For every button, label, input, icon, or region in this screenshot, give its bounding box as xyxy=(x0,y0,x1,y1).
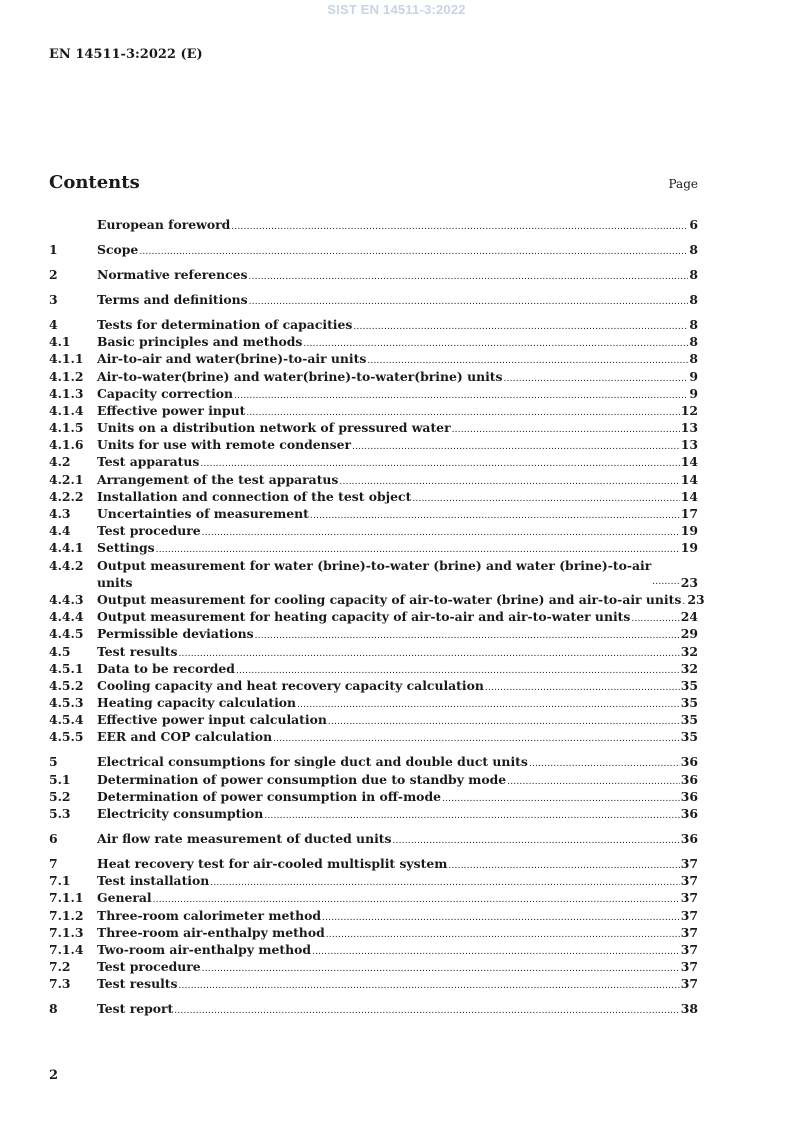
toc-entry-title-wrap xyxy=(97,872,209,889)
toc-leader-dots xyxy=(179,975,680,995)
toc-entry-page: 8 xyxy=(689,266,698,282)
toc-entry-number: 1 xyxy=(49,241,58,257)
toc-entry-number: 6 xyxy=(49,831,58,846)
toc-entry-title: Basic principles and methods xyxy=(97,334,303,350)
toc-entry[interactable] xyxy=(49,975,698,992)
toc-entry-title: Permissible deviations xyxy=(97,626,254,642)
toc-entry-title-wrap xyxy=(97,591,681,608)
toc-leader-dots xyxy=(139,241,688,261)
toc-entry-title-wrap xyxy=(97,436,351,453)
toc-entry-number: 4.5.1 xyxy=(49,660,84,676)
toc-entry[interactable] xyxy=(49,333,698,350)
toc-entry[interactable] xyxy=(49,453,698,470)
toc-entry-title: Uncertainties of measurement xyxy=(97,506,309,521)
toc-entry-page: 14 xyxy=(680,454,698,470)
toc-entry-title-wrap xyxy=(97,266,248,283)
toc-entry-title-wrap xyxy=(97,677,484,694)
toc-entry-title-wrap xyxy=(97,753,528,770)
toc-entry[interactable] xyxy=(49,266,698,283)
toc-entry-title-wrap xyxy=(97,368,503,385)
toc-entry-title: Normative references xyxy=(97,266,248,282)
toc-entry[interactable] xyxy=(49,368,698,385)
toc-entry-page: 35 xyxy=(680,695,698,711)
toc-entry-title-wrap xyxy=(97,855,447,872)
toc-leader-dots xyxy=(249,291,689,311)
toc-entry-title-wrap xyxy=(97,557,651,591)
toc-entry-page: 17 xyxy=(680,506,698,521)
toc-entry-number: 7.1.2 xyxy=(49,907,84,923)
toc-entry-title-wrap xyxy=(97,975,178,992)
toc-entry-page: 8 xyxy=(689,334,698,350)
toc-entry-title: Determination of power consumption due to standby mode xyxy=(97,771,507,787)
toc-entry[interactable] xyxy=(49,805,698,822)
toc-entry-title-wrap xyxy=(97,830,391,847)
toc-entry-number: 7.3 xyxy=(49,976,71,992)
toc-entry[interactable] xyxy=(49,907,698,924)
page-number: 2 xyxy=(49,1068,59,1083)
toc-entry-number: 4.5 xyxy=(49,643,71,659)
toc-entry-title: Air-to-air and water(brine)-to-air units xyxy=(97,351,367,367)
toc-entry-number: 7 xyxy=(49,855,58,871)
document-reference: EN 14511-3:2022 (E) xyxy=(49,47,203,62)
toc-entry-title: Determination of power consumption in off-mode xyxy=(97,788,441,804)
toc-entry-number: 4.5.3 xyxy=(49,695,84,711)
toc-entry-number: 4.4.2 xyxy=(49,557,84,573)
toc-entry-title: Air-to-water(brine) and water(brine)-to-water(brine) units xyxy=(97,368,503,384)
toc-entry-title-wrap xyxy=(97,788,441,805)
toc-entry[interactable] xyxy=(49,728,698,745)
toc-entry-title: Data to be recorded xyxy=(97,660,235,676)
toc-entry-page: 9 xyxy=(689,368,698,384)
toc-entry-number: 8 xyxy=(49,1001,58,1017)
toc-entry-page: 13 xyxy=(680,420,698,436)
toc-entry[interactable] xyxy=(49,941,698,958)
toc-entry-title: Effective power input calculation xyxy=(97,712,327,728)
toc-entry-title: Output measurement for cooling capacity of air-to-water (brine) and air-to-air units xyxy=(97,591,682,607)
toc-entry[interactable] xyxy=(49,436,698,453)
toc-entry[interactable] xyxy=(49,788,698,805)
toc-entry-title: Heat recovery test for air-cooled multisplit system xyxy=(97,855,448,871)
toc-entry-title: Test apparatus xyxy=(97,454,200,470)
toc-entry-number: 4.4.4 xyxy=(49,609,84,625)
toc-entry-number: 4.1.3 xyxy=(49,385,84,401)
toc-entry-page: 37 xyxy=(680,907,698,923)
toc-entry-page: 37 xyxy=(680,976,698,992)
toc-entry-title-wrap xyxy=(97,419,451,436)
toc-leader-dots xyxy=(392,830,679,850)
toc-entry[interactable] xyxy=(49,419,698,436)
toc-entry-title: Output measurement for water (brine)-to-water (brine) and water (brine)-to-air xyxy=(97,557,652,573)
toc-entry-title: Scope xyxy=(97,241,139,257)
toc-entry-page: 35 xyxy=(680,677,698,693)
toc-entry-page: 23 xyxy=(687,591,705,607)
toc-entry-page: 13 xyxy=(680,437,698,453)
toc-entry-page: 6 xyxy=(689,217,698,232)
toc-entry-title: EER and COP calculation xyxy=(97,729,273,745)
toc-entry-page: 37 xyxy=(680,924,698,940)
toc-entry-title-wrap xyxy=(97,333,302,350)
toc-entry-page: 29 xyxy=(680,626,698,642)
toc-entry-title: Test results xyxy=(97,643,178,659)
toc-entry-title: Test procedure xyxy=(97,523,201,539)
toc-entry-number: 4.1 xyxy=(49,334,71,350)
toc-entry-number: 4.1.2 xyxy=(49,368,84,384)
toc-entry[interactable] xyxy=(49,216,698,233)
toc-entry-number: 4.1.5 xyxy=(49,420,84,436)
toc-entry-number: 4.5.4 xyxy=(49,712,84,728)
toc-entry-title: Units on a distribution network of pressured water xyxy=(97,420,451,436)
toc-entry[interactable] xyxy=(49,643,698,660)
toc-entry[interactable] xyxy=(49,522,698,539)
toc-entry-number: 2 xyxy=(49,266,58,282)
toc-leader-dots xyxy=(249,266,689,286)
toc-entry-title: Heating capacity calculation xyxy=(97,695,297,711)
toc-entry-number: 4.3 xyxy=(49,506,71,521)
toc-entry-page: 8 xyxy=(689,291,698,307)
toc-entry-number: 4.2 xyxy=(49,454,71,470)
toc-entry-title: General xyxy=(97,890,152,906)
toc-entry-title-wrap xyxy=(97,316,352,333)
toc-entry-page: 36 xyxy=(680,806,698,822)
toc-entry-page: 19 xyxy=(680,540,698,556)
toc-entry-title-wrap xyxy=(97,924,325,941)
toc-entry-page: 24 xyxy=(680,609,698,625)
toc-entry-page: 36 xyxy=(680,754,698,770)
toc-entry[interactable] xyxy=(49,771,698,788)
toc-entry-title-wrap xyxy=(97,660,235,677)
toc-entry-title-continuation: units xyxy=(97,574,133,590)
toc-entry-title-wrap xyxy=(97,350,366,367)
toc-entry[interactable] xyxy=(49,660,698,677)
toc-entry[interactable] xyxy=(49,625,698,642)
toc-entry-title: Electrical consumptions for single duct and double duct units xyxy=(97,754,528,770)
toc-entry-page: 12 xyxy=(680,402,698,418)
toc-entry-title: Test report xyxy=(97,1001,174,1017)
toc-entry-page: 36 xyxy=(680,831,698,846)
toc-entry-title-wrap xyxy=(97,907,321,924)
table-of-contents xyxy=(49,216,705,1017)
toc-entry[interactable] xyxy=(49,350,698,367)
contents-heading: Contents xyxy=(49,172,140,193)
toc-entry[interactable] xyxy=(49,711,698,728)
toc-entry-number: 4 xyxy=(49,316,58,332)
toc-leader-dots xyxy=(174,1000,679,1020)
toc-entry-title: Air flow rate measurement of ducted units xyxy=(97,831,392,846)
toc-entry-number: 3 xyxy=(49,291,58,307)
toc-entry[interactable] xyxy=(49,677,698,694)
toc-entry-title-wrap xyxy=(97,1000,173,1017)
toc-entry-page: 9 xyxy=(689,385,698,401)
toc-entry-number: 7.1 xyxy=(49,873,71,889)
toc-entry[interactable] xyxy=(49,608,698,625)
toc-entry-title-wrap xyxy=(97,291,248,308)
toc-entry[interactable] xyxy=(49,855,698,872)
toc-entry-title: Terms and definitions xyxy=(97,291,248,307)
toc-entry-title-wrap xyxy=(97,711,327,728)
toc-entry-page: 37 xyxy=(680,959,698,975)
toc-entry-page: 35 xyxy=(680,729,698,745)
toc-entry-title-wrap xyxy=(97,694,296,711)
watermark: SIST EN 14511-3:2022 xyxy=(327,2,466,17)
toc-entry-number: 7.1.4 xyxy=(49,941,84,957)
toc-entry[interactable] xyxy=(49,539,698,556)
toc-entry-number: 4.4.1 xyxy=(49,540,84,556)
toc-entry[interactable] xyxy=(49,316,698,333)
toc-entry-title-wrap xyxy=(97,728,272,745)
toc-entry-title-wrap xyxy=(97,453,199,470)
toc-entry-title-wrap xyxy=(97,941,311,958)
toc-entry-page: 14 xyxy=(680,488,698,504)
toc-entry-page: 36 xyxy=(680,771,698,787)
toc-entry-title: Installation and connection of the test object xyxy=(97,488,412,504)
toc-entry-number: 7.1.1 xyxy=(49,890,84,906)
toc-entry-title: Output measurement for heating capacity of air-to-air and air-to-water units xyxy=(97,609,631,625)
toc-entry-title: Capacity correction xyxy=(97,385,234,401)
toc-entry-page: 38 xyxy=(680,1001,698,1017)
toc-entry-page: 32 xyxy=(680,660,698,676)
toc-entry-number: 5.2 xyxy=(49,788,71,804)
toc-entry[interactable] xyxy=(49,889,698,906)
toc-entry[interactable] xyxy=(49,924,698,941)
toc-entry-title-wrap xyxy=(97,385,233,402)
toc-leader-dots xyxy=(652,571,680,591)
toc-entry-page: 32 xyxy=(680,643,698,659)
toc-entry-page: 37 xyxy=(680,855,698,871)
toc-entry-page: 19 xyxy=(680,523,698,539)
toc-entry-title: Cooling capacity and heat recovery capacity calculation xyxy=(97,677,484,693)
toc-entry[interactable] xyxy=(49,385,698,402)
toc-entry-number: 4.1.1 xyxy=(49,351,84,367)
toc-entry-page: 37 xyxy=(680,890,698,906)
toc-entry[interactable] xyxy=(49,1000,698,1017)
toc-entry[interactable] xyxy=(49,402,698,419)
toc-entry-page: 14 xyxy=(680,471,698,487)
toc-entry-title: Settings xyxy=(97,540,155,556)
toc-entry-title-wrap xyxy=(97,402,245,419)
toc-entry[interactable] xyxy=(49,241,698,258)
toc-entry[interactable] xyxy=(49,753,698,770)
toc-entry-title-wrap xyxy=(97,643,178,660)
toc-entry[interactable] xyxy=(49,694,698,711)
toc-entry[interactable] xyxy=(49,505,698,522)
toc-entry[interactable] xyxy=(49,557,698,591)
toc-entry[interactable] xyxy=(49,471,698,488)
toc-entry[interactable] xyxy=(49,830,698,847)
toc-leader-dots xyxy=(264,805,679,825)
toc-entry-page: 37 xyxy=(680,941,698,957)
toc-entry-title: Two-room air-enthalpy method xyxy=(97,941,312,957)
toc-entry-title: Units for use with remote condenser xyxy=(97,437,352,453)
toc-entry-title: Test results xyxy=(97,976,178,992)
toc-entry-page: 37 xyxy=(680,873,698,889)
toc-entry-number: 5.3 xyxy=(49,806,71,822)
toc-entry[interactable] xyxy=(49,872,698,889)
toc-entry-title: Three-room calorimeter method xyxy=(97,907,322,923)
toc-entry-number: 7.2 xyxy=(49,959,71,975)
page-column-label: Page xyxy=(668,177,698,191)
toc-leader-dots xyxy=(273,728,680,748)
toc-entry-number: 4.5.2 xyxy=(49,677,84,693)
toc-entry-title-wrap xyxy=(97,625,254,642)
toc-entry-title: Electricity consumption xyxy=(97,806,264,822)
toc-entry-title-wrap xyxy=(97,771,506,788)
toc-entry-title-wrap xyxy=(97,958,201,975)
toc-entry-title-wrap xyxy=(97,805,263,822)
toc-entry-number: 4.2.1 xyxy=(49,471,84,487)
toc-entry[interactable] xyxy=(49,291,698,308)
toc-entry-number: 4.1.4 xyxy=(49,402,84,418)
toc-entry-title: Test installation xyxy=(97,873,210,889)
toc-entry-number: 4.5.5 xyxy=(49,729,84,745)
toc-entry-number: 5 xyxy=(49,754,58,770)
toc-entry-title: Arrangement of the test apparatus xyxy=(97,471,339,487)
toc-entry-title: Three-room air-enthalpy method xyxy=(97,924,325,940)
toc-entry-title-wrap xyxy=(97,488,411,505)
toc-entry-page: 23 xyxy=(680,574,698,590)
toc-entry-title-wrap xyxy=(97,889,152,906)
toc-entry-title-wrap xyxy=(97,241,138,258)
toc-entry-title: European foreword xyxy=(97,217,231,232)
toc-entry-number: 4.1.6 xyxy=(49,437,84,453)
toc-entry[interactable] xyxy=(49,958,698,975)
toc-entry-title-wrap xyxy=(97,608,630,625)
toc-entry[interactable] xyxy=(49,488,698,505)
toc-entry-title-wrap xyxy=(97,216,230,233)
toc-entry-title-wrap xyxy=(97,471,338,488)
toc-entry-title-wrap xyxy=(97,505,309,522)
toc-entry-title: Effective power input xyxy=(97,402,246,418)
toc-entry-page: 8 xyxy=(689,241,698,257)
toc-entry-title-wrap xyxy=(97,522,201,539)
toc-entry-number: 7.1.3 xyxy=(49,924,84,940)
toc-entry-number: 4.4.3 xyxy=(49,591,84,607)
toc-entry-number: 5.1 xyxy=(49,771,71,787)
toc-entry-title-wrap xyxy=(97,539,155,556)
toc-entry-page: 8 xyxy=(689,351,698,367)
toc-leader-dots xyxy=(231,216,688,236)
toc-entry[interactable] xyxy=(49,591,705,608)
toc-entry-page: 36 xyxy=(680,788,698,804)
toc-entry-number: 4.4.5 xyxy=(49,626,84,642)
toc-entry-title: Test procedure xyxy=(97,959,201,975)
toc-entry-title: Tests for determination of capacities xyxy=(97,316,353,332)
toc-entry-page: 8 xyxy=(689,316,698,332)
toc-entry-number: 4.4 xyxy=(49,523,71,539)
toc-entry-number: 4.2.2 xyxy=(49,488,84,504)
toc-entry-page: 35 xyxy=(680,712,698,728)
